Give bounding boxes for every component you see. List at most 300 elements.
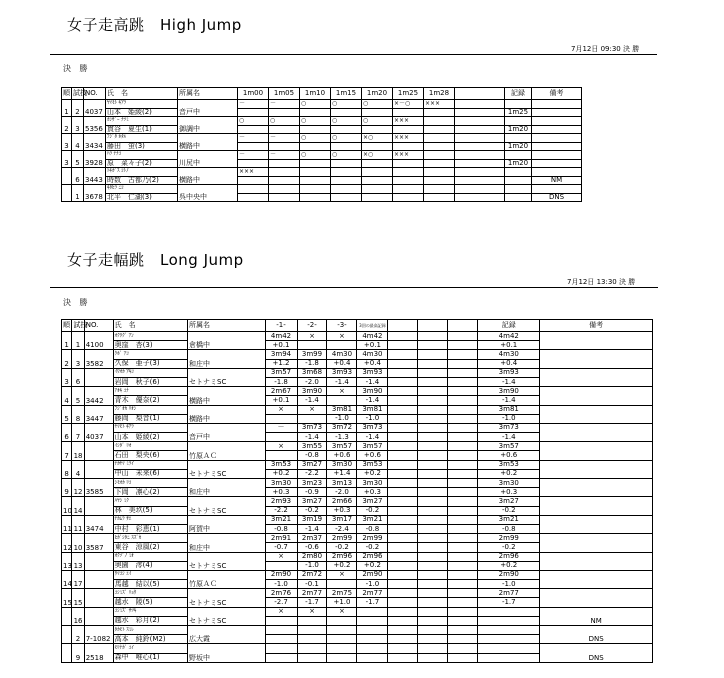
col-rank: 順 bbox=[62, 88, 72, 100]
athlete-no bbox=[84, 368, 113, 386]
athlete-rank: 3 bbox=[62, 151, 72, 168]
athlete-no: 3928 bbox=[84, 151, 106, 168]
spacer-cell bbox=[418, 543, 448, 552]
athlete-order: 11 bbox=[72, 515, 84, 533]
spacer-cell bbox=[388, 543, 418, 552]
spacer-cell bbox=[418, 488, 448, 497]
col-height: 1m05 bbox=[269, 88, 300, 100]
attempt-blank bbox=[300, 176, 331, 185]
spacer-cell bbox=[448, 479, 478, 488]
attempt-blank bbox=[424, 142, 455, 151]
athlete-name: 山本 姫綾(2) bbox=[113, 433, 187, 442]
trial-distance: 3m19 bbox=[297, 515, 327, 524]
attempt-result: ○ bbox=[362, 117, 393, 126]
attempt-result: ○ bbox=[331, 117, 362, 126]
trial-wind bbox=[297, 653, 327, 662]
col-note: 備考 bbox=[532, 88, 582, 100]
athlete-kana: ｶﾝｻﾞｰ ﾅﾂﾐ bbox=[106, 117, 178, 126]
spacer-cell bbox=[418, 580, 448, 589]
spacer-cell bbox=[455, 117, 505, 126]
attempt-result: － bbox=[238, 100, 269, 109]
athlete-no: 3678 bbox=[84, 185, 106, 202]
athlete-note bbox=[540, 570, 653, 588]
athlete-no bbox=[84, 570, 113, 588]
mark-distance: 2m96 bbox=[478, 552, 540, 561]
spacer-cell bbox=[448, 534, 478, 543]
spacer-cell bbox=[418, 442, 448, 451]
spacer-cell bbox=[388, 332, 418, 341]
trial-wind: -0.2 bbox=[327, 543, 357, 552]
best-distance: 3m21 bbox=[357, 515, 388, 524]
attempt-blank bbox=[269, 159, 300, 168]
athlete-order: 1 bbox=[72, 332, 84, 350]
athlete-rank bbox=[62, 644, 72, 662]
athlete-team: 横路中 bbox=[178, 168, 238, 185]
trial-distance: 3m99 bbox=[297, 350, 327, 359]
high-jump-table bbox=[61, 87, 582, 202]
trial-distance: 4m30 bbox=[327, 350, 357, 359]
spacer-cell bbox=[388, 341, 418, 350]
athlete-team: 御調中 bbox=[178, 117, 238, 134]
table-row bbox=[62, 589, 653, 598]
athlete-mark bbox=[505, 176, 532, 185]
mark-distance: 2m90 bbox=[478, 570, 540, 579]
athlete-kana: ｵｸｿﾞﾉ ﾐｵ bbox=[113, 552, 187, 561]
mark-blank bbox=[505, 168, 532, 177]
spacer-cell bbox=[418, 460, 448, 469]
spacer-cell bbox=[388, 635, 418, 644]
spacer-cell bbox=[388, 396, 418, 405]
attempt-result: ×○ bbox=[362, 151, 393, 160]
athlete-no: 4037 bbox=[84, 100, 106, 117]
trial-distance: × bbox=[327, 387, 357, 396]
athlete-note bbox=[540, 387, 653, 405]
athlete-kana: ｼﾓｵｶ ﾘｺ bbox=[113, 479, 187, 488]
mark-wind: +0.3 bbox=[478, 488, 540, 497]
athlete-team: 竹原ＡＣ bbox=[188, 570, 265, 588]
mark-distance: 3m57 bbox=[478, 442, 540, 451]
spacer-cell bbox=[388, 515, 418, 524]
trial-distance: 2m99 bbox=[327, 534, 357, 543]
trial-wind: +0.6 bbox=[327, 451, 357, 460]
table-row bbox=[62, 151, 582, 160]
trial-wind: +0.1 bbox=[265, 396, 297, 405]
attempt-blank bbox=[424, 176, 455, 185]
athlete-name: 中村 彩恵(1) bbox=[113, 524, 187, 533]
high-jump-round: 決 勝 bbox=[63, 64, 91, 73]
athlete-name: 奥園 澪(4) bbox=[113, 561, 187, 570]
trial-wind: -2.2 bbox=[265, 506, 297, 515]
athlete-rank: 14 bbox=[62, 570, 72, 588]
athlete-mark: 1m20 bbox=[505, 159, 532, 168]
attempt-result: ××× bbox=[393, 117, 424, 126]
spacer-cell bbox=[455, 134, 505, 143]
athlete-order: 2 bbox=[72, 626, 84, 644]
trial-wind: -1.4 bbox=[297, 524, 327, 533]
spacer-cell bbox=[448, 644, 478, 653]
trial-distance: × bbox=[265, 552, 297, 561]
trial-wind: -0.1 bbox=[297, 580, 327, 589]
table-row bbox=[62, 644, 653, 653]
athlete-name: 高本 純鈴(M2) bbox=[113, 635, 187, 644]
attempt-blank bbox=[269, 193, 300, 202]
col-best-of-3: 3回の最高記録 bbox=[357, 320, 388, 332]
spacer-cell bbox=[388, 506, 418, 515]
spacer-cell bbox=[455, 100, 505, 109]
spacer-cell bbox=[448, 580, 478, 589]
athlete-no bbox=[84, 552, 113, 570]
athlete-team: セトナミSC bbox=[188, 460, 265, 478]
trial-distance: × bbox=[265, 442, 297, 451]
athlete-order: 8 bbox=[72, 405, 84, 423]
spacer-cell bbox=[448, 497, 478, 506]
trial-distance: 2m90 bbox=[265, 570, 297, 579]
spacer-cell bbox=[388, 552, 418, 561]
attempt-blank bbox=[424, 108, 455, 117]
table-row bbox=[62, 626, 653, 635]
spacer-cell bbox=[448, 341, 478, 350]
spacer-cell bbox=[448, 350, 478, 359]
table-row bbox=[62, 442, 653, 451]
athlete-rank: 2 bbox=[62, 117, 72, 134]
trial-wind bbox=[265, 635, 297, 644]
athlete-name: 藤岡 梨音(1) bbox=[113, 414, 187, 423]
athlete-name: 青木 優奈(2) bbox=[113, 396, 187, 405]
spacer-cell bbox=[388, 488, 418, 497]
athlete-no: 5356 bbox=[84, 117, 106, 134]
spacer-cell bbox=[388, 589, 418, 598]
attempt-blank bbox=[331, 125, 362, 134]
spacer-cell bbox=[388, 451, 418, 460]
athlete-no: 3442 bbox=[84, 387, 113, 405]
best-wind: -0.2 bbox=[357, 506, 388, 515]
mark-wind bbox=[478, 616, 540, 625]
athlete-mark bbox=[505, 193, 532, 202]
spacer-cell bbox=[448, 543, 478, 552]
col-no: NO. bbox=[84, 320, 113, 332]
athlete-team: 和庄中 bbox=[188, 350, 265, 368]
trial-wind bbox=[327, 341, 357, 350]
athlete-note bbox=[540, 423, 653, 441]
spacer-cell bbox=[388, 644, 418, 653]
trial-distance: 3m27 bbox=[297, 497, 327, 506]
spacer-cell bbox=[448, 616, 478, 625]
col-trial-1: -1- bbox=[265, 320, 297, 332]
spacer-cell bbox=[448, 414, 478, 423]
athlete-kana: ﾅｶﾑﾗ ｻｴ bbox=[113, 515, 187, 524]
trial-distance: 3m23 bbox=[297, 479, 327, 488]
mark-wind: +0.2 bbox=[478, 469, 540, 478]
athlete-name: 石田 梨央(6) bbox=[113, 451, 187, 460]
spacer-cell bbox=[388, 460, 418, 469]
attempt-blank bbox=[269, 125, 300, 134]
table-row bbox=[62, 460, 653, 469]
trial-distance: 3m93 bbox=[327, 368, 357, 377]
spacer-cell bbox=[448, 598, 478, 607]
athlete-note bbox=[540, 534, 653, 552]
col-height: 1m28 bbox=[424, 88, 455, 100]
trial-distance: 2m76 bbox=[265, 589, 297, 598]
col-height: 1m20 bbox=[362, 88, 393, 100]
trial-distance: 3m94 bbox=[265, 350, 297, 359]
high-jump-header-row bbox=[62, 88, 582, 100]
athlete-rank: 8 bbox=[62, 460, 72, 478]
trial-distance: × bbox=[265, 607, 297, 616]
athlete-order: 2 bbox=[72, 100, 84, 117]
attempt-blank bbox=[269, 108, 300, 117]
trial-distance: 3m81 bbox=[327, 405, 357, 414]
trial-wind bbox=[297, 414, 327, 423]
athlete-name: 貫谷 夏生(1) bbox=[106, 125, 178, 134]
athlete-team: セトナミSC bbox=[188, 607, 265, 625]
attempt-result: － bbox=[238, 134, 269, 143]
note-blank bbox=[532, 151, 582, 160]
best-distance: 3m90 bbox=[357, 387, 388, 396]
col-height: 1m00 bbox=[238, 88, 269, 100]
athlete-kana: ｱｵｷ ﾕﾅ bbox=[113, 387, 187, 396]
attempt-blank bbox=[238, 159, 269, 168]
trial-distance: 3m30 bbox=[327, 460, 357, 469]
trial-wind bbox=[297, 635, 327, 644]
trial-distance: 2m96 bbox=[327, 552, 357, 561]
table-row bbox=[62, 332, 653, 341]
trial-distance: 2m37 bbox=[297, 534, 327, 543]
attempt-result bbox=[300, 168, 331, 177]
spacer-cell bbox=[448, 561, 478, 570]
trial-distance bbox=[265, 644, 297, 653]
mark-wind: +0.4 bbox=[478, 359, 540, 368]
athlete-rank: 3 bbox=[62, 134, 72, 151]
athlete-no bbox=[84, 442, 113, 460]
trial-wind bbox=[327, 653, 357, 662]
mark-wind: -0.2 bbox=[478, 543, 540, 552]
athlete-team: 音戸中 bbox=[188, 423, 265, 441]
trial-distance: × bbox=[265, 405, 297, 414]
athlete-order: 5 bbox=[72, 387, 84, 405]
note-blank bbox=[532, 168, 582, 177]
spacer-cell bbox=[388, 377, 418, 386]
trial-wind: +0.1 bbox=[265, 341, 297, 350]
attempt-blank bbox=[362, 125, 393, 134]
spacer-cell bbox=[388, 616, 418, 625]
athlete-note bbox=[532, 125, 582, 134]
athlete-rank bbox=[62, 607, 72, 625]
spacer-cell bbox=[418, 524, 448, 533]
best-distance: 2m96 bbox=[357, 552, 388, 561]
attempt-blank bbox=[393, 159, 424, 168]
athlete-name: 山本 姫綾(2) bbox=[106, 108, 178, 117]
spacer-cell bbox=[418, 433, 448, 442]
best-distance: 4m42 bbox=[357, 332, 388, 341]
athlete-no: 7-1082 bbox=[84, 626, 113, 644]
attempt-blank bbox=[393, 193, 424, 202]
spacer-cell bbox=[448, 368, 478, 377]
athlete-rank: 15 bbox=[62, 589, 72, 607]
athlete-note bbox=[540, 460, 653, 478]
attempt-blank bbox=[424, 193, 455, 202]
high-jump-title: 女子走高跳 High Jump bbox=[67, 16, 242, 34]
trial-distance: 3m73 bbox=[297, 423, 327, 432]
trial-distance: × bbox=[327, 570, 357, 579]
attempt-result bbox=[362, 185, 393, 194]
athlete-order: 4 bbox=[72, 134, 84, 151]
athlete-team: 横路中 bbox=[178, 134, 238, 151]
athlete-mark: 1m20 bbox=[505, 125, 532, 134]
trial-wind bbox=[297, 341, 327, 350]
spacer-cell bbox=[418, 359, 448, 368]
table-row bbox=[62, 168, 582, 177]
col-height: 1m10 bbox=[300, 88, 331, 100]
spacer-cell bbox=[448, 506, 478, 515]
athlete-kana: ｲﾜｵｶ ｱｷｺ bbox=[113, 368, 187, 377]
best-wind: -1.0 bbox=[357, 580, 388, 589]
mark-distance: 3m53 bbox=[478, 460, 540, 469]
athlete-no: 4037 bbox=[84, 423, 113, 441]
athlete-kana: ﾄｷｶﾞｽ ｺﾄﾉ bbox=[106, 168, 178, 177]
athlete-order: 14 bbox=[72, 497, 84, 515]
trial-wind bbox=[327, 396, 357, 405]
attempt-result bbox=[424, 117, 455, 126]
mark-wind: -1.0 bbox=[478, 580, 540, 589]
high-jump-datetime: 7月12日 09:30 決 勝 bbox=[571, 45, 640, 53]
athlete-kana: ﾀｶﾓﾄ ｽﾐﾚ bbox=[113, 626, 187, 635]
attempt-blank bbox=[300, 193, 331, 202]
athlete-note bbox=[540, 350, 653, 368]
athlete-note bbox=[540, 497, 653, 515]
best-distance bbox=[357, 644, 388, 653]
athlete-no: 3582 bbox=[84, 350, 113, 368]
trial-wind: +0.3 bbox=[265, 488, 297, 497]
col-name: 氏 名 bbox=[113, 320, 187, 332]
trial-distance bbox=[265, 626, 297, 635]
trial-distance: 3m53 bbox=[265, 460, 297, 469]
spacer-cell bbox=[455, 176, 505, 185]
attempt-result: － bbox=[269, 134, 300, 143]
best-wind: +0.2 bbox=[357, 561, 388, 570]
athlete-order: 9 bbox=[72, 644, 84, 662]
best-distance: 3m93 bbox=[357, 368, 388, 377]
spacer-cell bbox=[455, 142, 505, 151]
spacer-cell bbox=[448, 387, 478, 396]
note-blank bbox=[532, 185, 582, 194]
best-wind bbox=[357, 616, 388, 625]
athlete-name: 森中 唯心(1) bbox=[113, 653, 187, 662]
spacer-cell bbox=[418, 479, 448, 488]
best-distance: 3m81 bbox=[357, 405, 388, 414]
athlete-kana: ｺｼﾐｽﾞ ﾘｮｳ bbox=[113, 589, 187, 598]
table-row bbox=[62, 117, 582, 126]
athlete-team: 和庄中 bbox=[188, 534, 265, 552]
trial-distance: × bbox=[297, 405, 327, 414]
mark-distance: 3m81 bbox=[478, 405, 540, 414]
table-row bbox=[62, 515, 653, 524]
trial-wind: +0.2 bbox=[327, 561, 357, 570]
best-wind bbox=[357, 653, 388, 662]
spacer-cell bbox=[448, 635, 478, 644]
athlete-name: 藤田 蛍(3) bbox=[106, 142, 178, 151]
attempt-blank bbox=[331, 176, 362, 185]
athlete-kana: ｺｼﾐｽﾞ ｻﾂｷ bbox=[113, 607, 187, 616]
athlete-order: 1 bbox=[72, 185, 84, 202]
athlete-team: 広大霞 bbox=[188, 626, 265, 644]
athlete-no bbox=[84, 460, 113, 478]
long-jump-header-row bbox=[62, 320, 653, 332]
trial-wind: +0.3 bbox=[327, 506, 357, 515]
mark-wind: -1.4 bbox=[478, 433, 540, 442]
spacer-cell bbox=[388, 570, 418, 579]
attempt-result bbox=[300, 185, 331, 194]
spacer-cell bbox=[388, 423, 418, 432]
spacer-cell bbox=[418, 616, 448, 625]
athlete-kana: ﾔﾏﾓﾄ ｷｱﾗ bbox=[113, 423, 187, 432]
best-distance: 3m57 bbox=[357, 442, 388, 451]
athlete-team: 竹原ＡＣ bbox=[188, 442, 265, 460]
spacer-cell bbox=[418, 561, 448, 570]
col-spacer bbox=[418, 320, 448, 332]
athlete-rank: 4 bbox=[62, 387, 72, 405]
trial-distance: 2m67 bbox=[265, 387, 297, 396]
athlete-order: 5 bbox=[72, 151, 84, 168]
athlete-team: 音戸中 bbox=[178, 100, 238, 117]
athlete-kana: ﾅｶﾔﾏ ﾐﾗｲ bbox=[113, 460, 187, 469]
mark-distance: 4m30 bbox=[478, 350, 540, 359]
athlete-order: 4 bbox=[72, 460, 84, 478]
spacer-cell bbox=[455, 108, 505, 117]
athlete-kana: ｸﾎﾞ ｱｺ bbox=[113, 350, 187, 359]
trial-wind: +0.4 bbox=[327, 359, 357, 368]
athlete-team: 阿賀中 bbox=[188, 515, 265, 533]
trial-distance: 2m80 bbox=[297, 552, 327, 561]
athlete-rank: 6 bbox=[62, 423, 72, 441]
spacer-cell bbox=[448, 515, 478, 524]
athlete-rank bbox=[62, 168, 72, 185]
spacer-cell bbox=[418, 635, 448, 644]
mark-distance bbox=[478, 644, 540, 653]
trial-distance: 3m55 bbox=[297, 442, 327, 451]
trial-wind: -0.2 bbox=[297, 506, 327, 515]
attempt-blank bbox=[393, 125, 424, 134]
attempt-blank bbox=[362, 142, 393, 151]
trial-distance: × bbox=[297, 607, 327, 616]
mark-wind bbox=[478, 653, 540, 662]
attempt-result: ××× bbox=[424, 100, 455, 109]
athlete-rank: 13 bbox=[62, 552, 72, 570]
spacer-cell bbox=[418, 423, 448, 432]
athlete-name: 奥窪 杏(3) bbox=[113, 341, 187, 350]
trial-wind: -2.0 bbox=[327, 488, 357, 497]
mark-distance: 3m21 bbox=[478, 515, 540, 524]
athlete-order: 18 bbox=[72, 442, 84, 460]
attempt-result bbox=[238, 185, 269, 194]
attempt-blank bbox=[331, 159, 362, 168]
athlete-team: 横路中 bbox=[188, 387, 265, 405]
spacer-cell bbox=[388, 534, 418, 543]
spacer-cell bbox=[448, 396, 478, 405]
attempt-blank bbox=[362, 159, 393, 168]
athlete-note bbox=[540, 405, 653, 423]
attempt-result bbox=[424, 134, 455, 143]
table-row bbox=[62, 607, 653, 616]
athlete-kana: ﾊﾔｼ ﾐｸ bbox=[113, 497, 187, 506]
attempt-result: ○ bbox=[269, 117, 300, 126]
col-mark: 記録 bbox=[505, 88, 532, 100]
athlete-order: 15 bbox=[72, 589, 84, 607]
best-distance: 3m53 bbox=[357, 460, 388, 469]
athlete-no: 3447 bbox=[84, 405, 113, 423]
table-row bbox=[62, 368, 653, 377]
best-wind: +0.6 bbox=[357, 451, 388, 460]
athlete-order: 13 bbox=[72, 552, 84, 570]
